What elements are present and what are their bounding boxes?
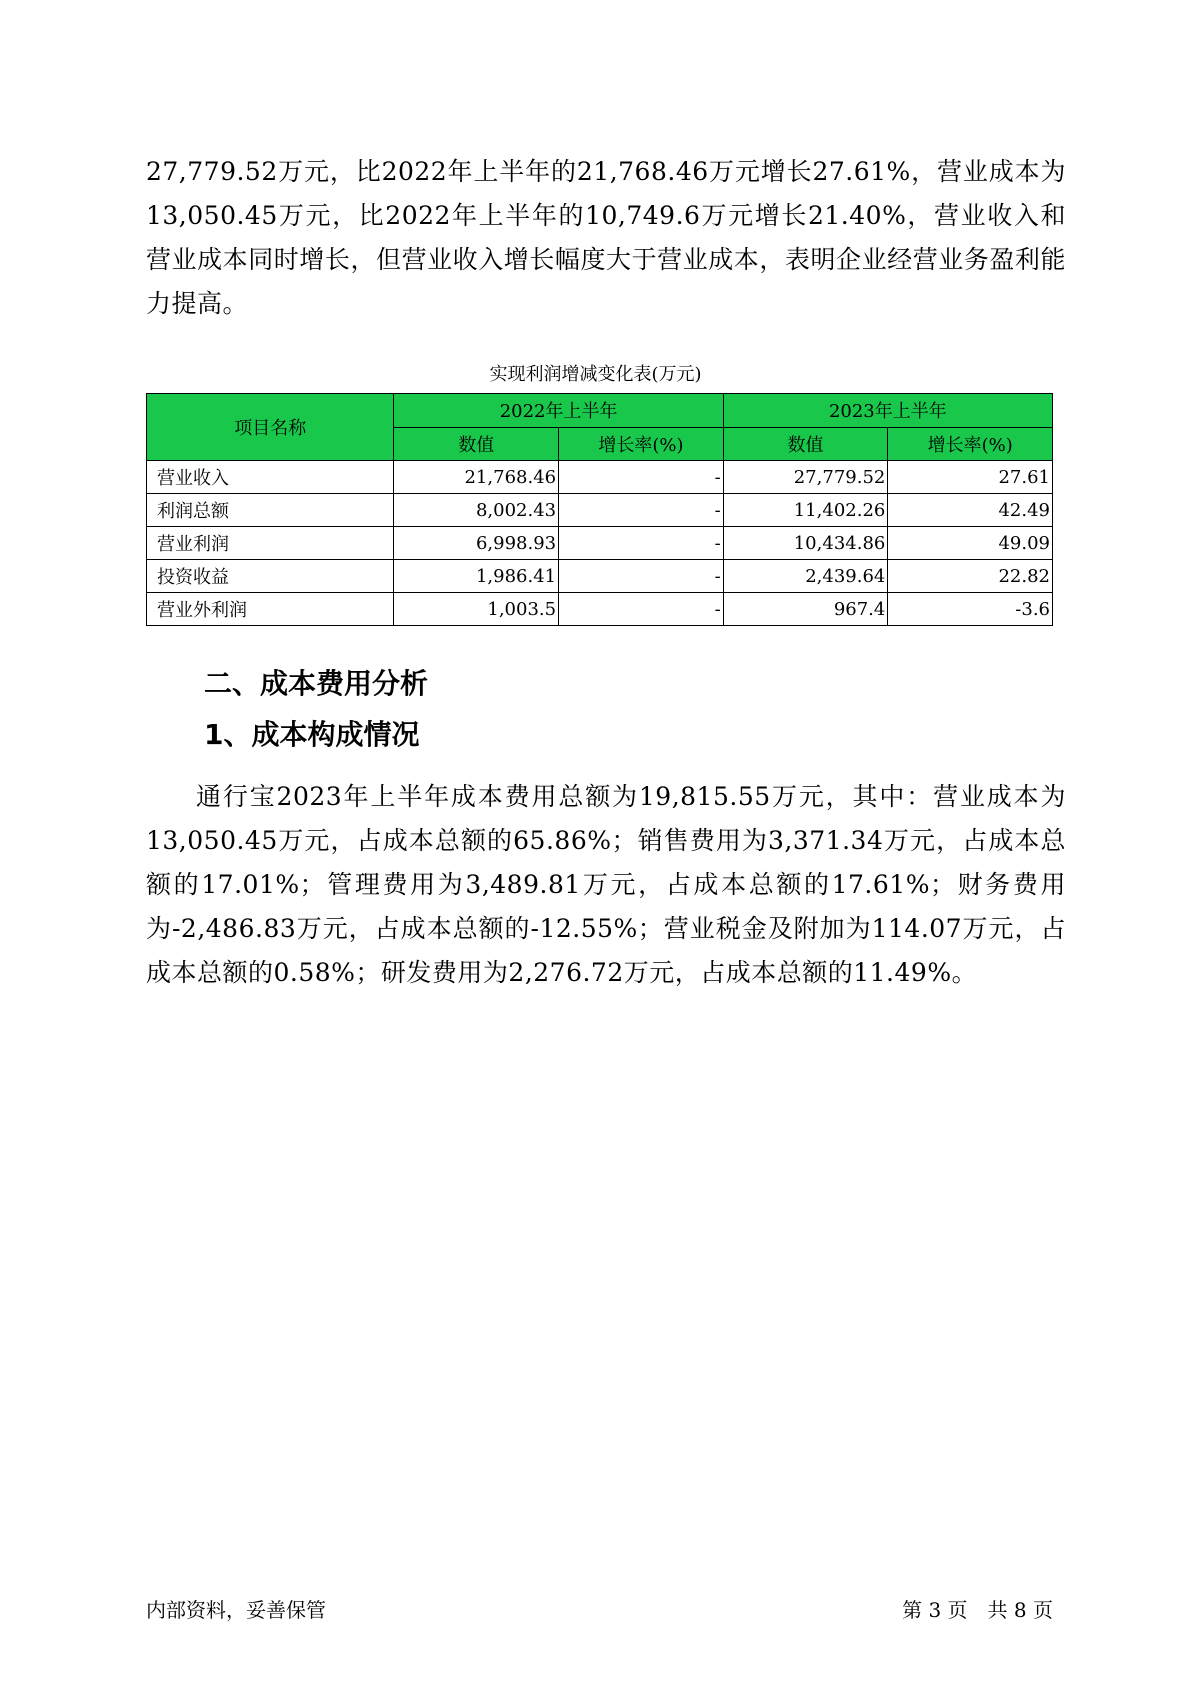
row-value-2022-cell: 6,998.93 — [394, 527, 559, 560]
row-value-2023-cell: 27,779.52 — [723, 461, 888, 494]
row-name-cell: 利润总额 — [147, 494, 394, 527]
header-growth-2022: 增长率(%) — [559, 427, 724, 461]
header-value-2023: 数值 — [723, 427, 888, 461]
header-growth-2023: 增长率(%) — [888, 427, 1053, 461]
table-caption: 实现利润增减变化表(万元) — [489, 364, 702, 385]
header-period-2023: 2023年上半年 — [723, 394, 1052, 428]
row-value-2023-cell: 10,434.86 — [723, 527, 888, 560]
row-growth-2022-cell: - — [559, 494, 724, 527]
row-growth-2022-cell: - — [559, 560, 724, 593]
row-name-cell: 投资收益 — [147, 560, 394, 593]
table-row — [147, 461, 1053, 494]
row-growth-2022-cell: - — [559, 527, 724, 560]
row-value-2022-cell: 8,002.43 — [394, 494, 559, 527]
row-growth-2023-cell: 22.82 — [888, 560, 1053, 593]
subsection-heading: 1、成本构成情况 — [204, 718, 420, 751]
row-value-2023-cell: 2,439.64 — [723, 560, 888, 593]
header-value-2022: 数值 — [394, 427, 559, 461]
profit-change-table — [146, 393, 1053, 626]
row-value-2022-cell: 1,986.41 — [394, 560, 559, 593]
cost-paragraph: 通行宝2023年上半年成本费用总额为19,815.55万元，其中：营业成本为13,050.45万元，占成本总额的65.86%；销售费用为3,371.34万元，占成本总额的17.01%；管理费用为3,489.81万元，占成本总额的17.61%；财务费用为-2,486.83万元，占成本总额的-12.55%；营业税金及附加为114.07万元，占成本总额的0.58%；研发费用为2,276.72万元，占成本总额的11.49%。 — [146, 782, 1066, 987]
footer-page-number: 第 3 页 共 8 页 — [902, 1598, 1053, 1622]
header-item-name: 项目名称 — [147, 394, 394, 461]
table-row — [147, 593, 1053, 626]
table-row — [147, 560, 1053, 593]
row-growth-2022-cell: - — [559, 461, 724, 494]
row-growth-2022-cell: - — [559, 593, 724, 626]
row-growth-2023-cell: -3.6 — [888, 593, 1053, 626]
table-row — [147, 494, 1053, 527]
row-value-2023-cell: 11,402.26 — [723, 494, 888, 527]
intro-paragraph: 27,779.52万元，比2022年上半年的21,768.46万元增长27.61%，营业成本为13,050.45万元，比2022年上半年的10,749.6万元增长21.40%，营业收入和营业成本同时增长，但营业收入增长幅度大于营业成本，表明企业经营业务盈利能力提高。 — [146, 157, 1066, 318]
row-growth-2023-cell: 27.61 — [888, 461, 1053, 494]
row-name-cell: 营业利润 — [147, 527, 394, 560]
row-growth-2023-cell: 49.09 — [888, 527, 1053, 560]
row-value-2022-cell: 1,003.5 — [394, 593, 559, 626]
row-name-cell: 营业收入 — [147, 461, 394, 494]
footer-confidential: 内部资料，妥善保管 — [146, 1598, 326, 1622]
row-value-2022-cell: 21,768.46 — [394, 461, 559, 494]
row-growth-2023-cell: 42.49 — [888, 494, 1053, 527]
row-value-2023-cell: 967.4 — [723, 593, 888, 626]
header-period-2022: 2022年上半年 — [394, 394, 723, 428]
row-name-cell: 营业外利润 — [147, 593, 394, 626]
table-row — [147, 527, 1053, 560]
section-heading: 二、成本费用分析 — [204, 667, 429, 700]
